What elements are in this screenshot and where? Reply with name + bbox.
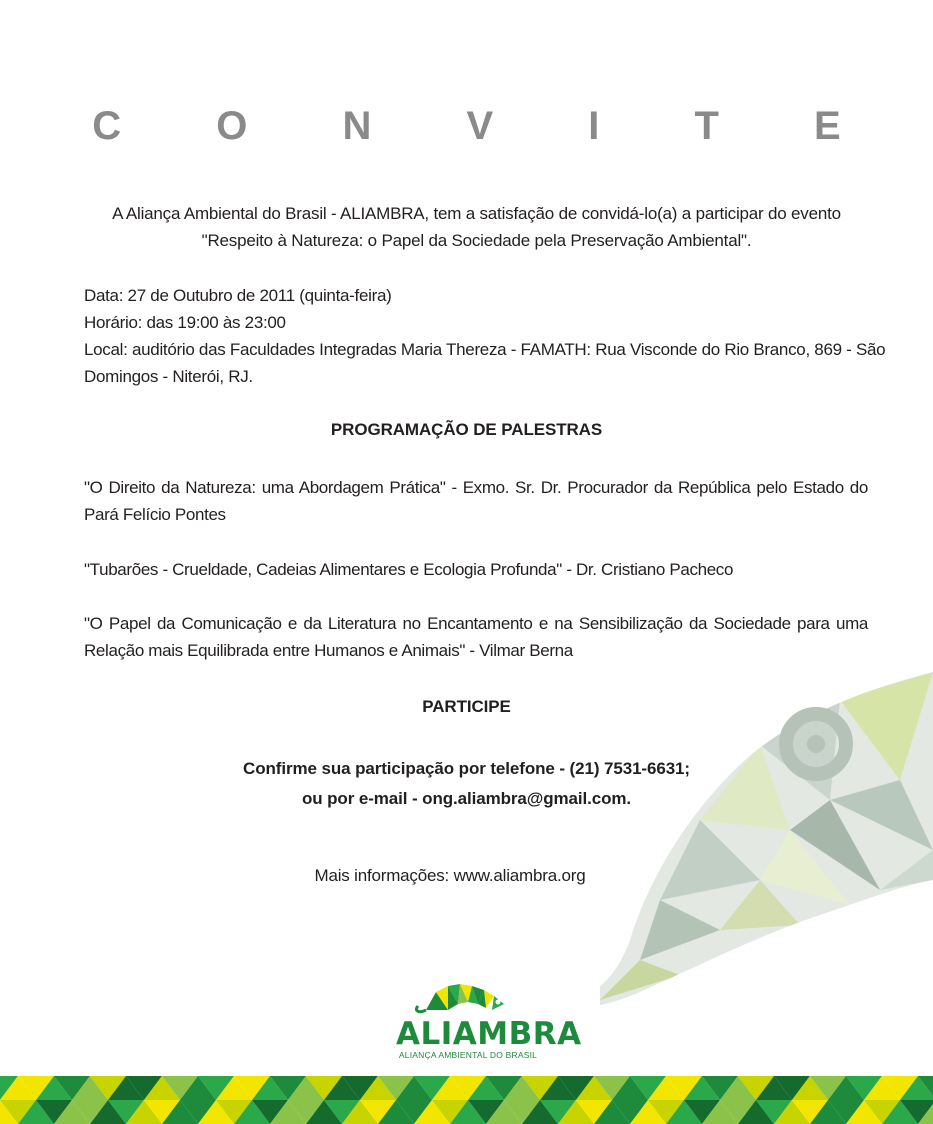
page-title: C O N V I T E bbox=[92, 104, 883, 148]
logo-subtitle: ALIANÇA AMBIENTAL DO BRASIL bbox=[398, 1050, 538, 1060]
chameleon-logo-icon bbox=[396, 980, 540, 1020]
lecture-item-1: "O Direito da Natureza: uma Abordagem Prática" - Exmo. Sr. Dr. Procurador da República pelo Estado do Pará Felício Pontes bbox=[84, 478, 868, 524]
intro-line-2: "Respeito à Natureza: o Papel da Sociedade pela Preservação Ambiental". bbox=[201, 231, 752, 250]
logo-name: ALIAMBRA bbox=[396, 1016, 582, 1052]
confirm-phone: Confirme sua participação por telefone - (21) 7531-6631; bbox=[243, 759, 690, 778]
lecture-item-2: "Tubarões - Crueldade, Cadeias Alimentares e Ecologia Profunda" - Dr. Cristiano Pacheco bbox=[84, 560, 734, 579]
event-location-line-1: Local: auditório das Faculdades Integradas Maria Thereza - FAMATH: Rua Visconde do Rio Branco, 869 - São bbox=[84, 340, 886, 359]
event-date: Data: 27 de Outubro de 2011 (quinta-feira) bbox=[84, 286, 392, 305]
event-time: Horário: das 19:00 às 23:00 bbox=[84, 313, 286, 332]
event-location-line-2: Domingos - Niterói, RJ. bbox=[84, 367, 253, 386]
confirm-text bbox=[0, 754, 933, 814]
lecture-item-3: "O Papel da Comunicação e da Literatura no Encantamento e na Sensibilização da Sociedade para uma Relação mais Equilibrada entre Humanos e Animais" - Vilmar Berna bbox=[84, 614, 868, 660]
event-details bbox=[84, 282, 884, 390]
bottom-pattern-band bbox=[0, 1076, 933, 1124]
confirm-email: ou por e-mail - ong.aliambra@gmail.com. bbox=[301, 789, 632, 808]
participate-heading: PARTICIPE bbox=[422, 697, 511, 716]
intro-text bbox=[84, 200, 869, 254]
intro-line-1: A Aliança Ambiental do Brasil - ALIAMBRA, tem a satisfação de convidá-lo(a) a participar do evento bbox=[112, 204, 841, 223]
aliambra-logo bbox=[396, 980, 582, 1066]
more-info-link[interactable]: Mais informações: www.aliambra.org bbox=[314, 866, 586, 885]
program-heading: PROGRAMAÇÃO DE PALESTRAS bbox=[330, 420, 603, 439]
